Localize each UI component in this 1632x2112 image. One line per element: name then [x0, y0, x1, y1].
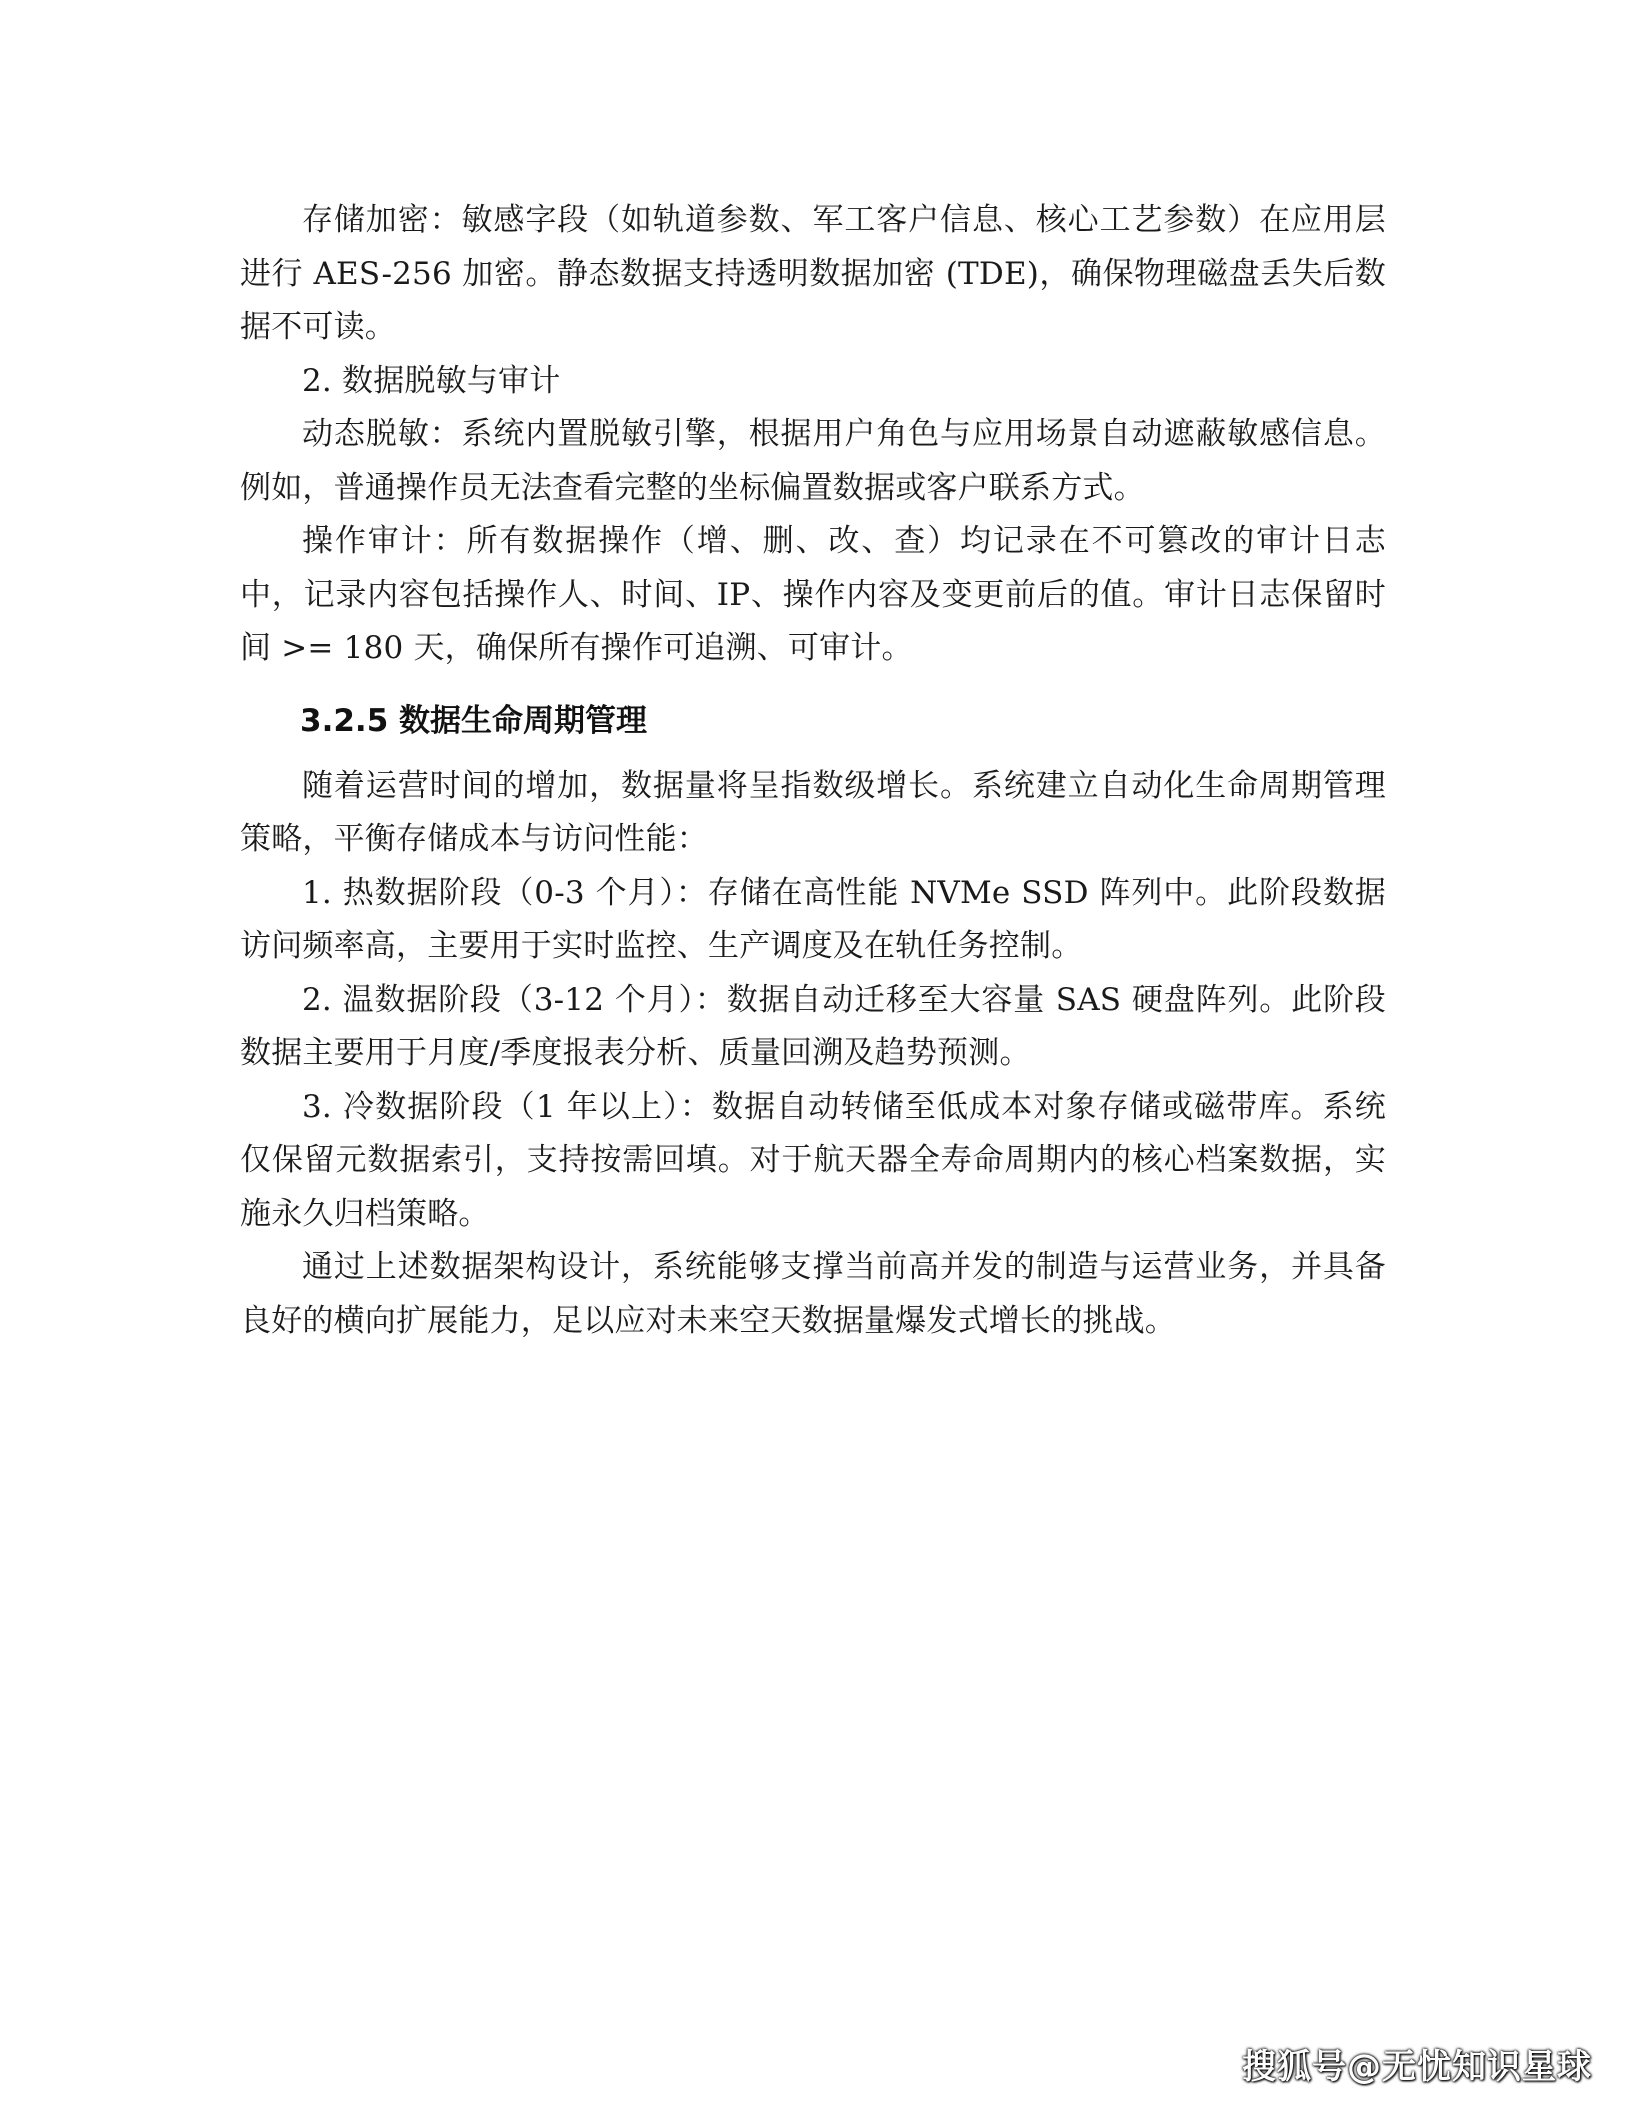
- list-item-warm-data: 2. 温数据阶段（3-12 个月）：数据自动迁移至大容量 SAS 硬盘阵列。此阶段数据主要用于月度/季度报表分析、质量回溯及趋势预测。: [240, 981, 1386, 1071]
- paragraph-conclusion: 通过上述数据架构设计，系统能够支撑当前高并发的制造与运营业务，并具备良好的横向扩展能力，足以应对未来空天数据量爆发式增长的挑战。: [240, 1249, 1386, 1339]
- paragraph-storage-encryption: 存储加密：敏感字段（如轨道参数、军工客户信息、核心工艺参数）在应用层进行 AES-256 加密。静态数据支持透明数据加密 (TDE)，确保物理磁盘丢失后数据不可读。: [240, 202, 1386, 345]
- list-item-data-masking-audit: 2. 数据脱敏与审计: [302, 362, 561, 399]
- paragraph-dynamic-masking: 动态脱敏：系统内置脱敏引擎，根据用户角色与应用场景自动遮蔽敏感信息。例如，普通操作员无法查看完整的坐标偏置数据或客户联系方式。: [240, 416, 1386, 506]
- paragraph-operation-audit: 操作审计：所有数据操作（增、删、改、查）均记录在不可篡改的审计日志中，记录内容包括操作人、时间、IP、操作内容及变更前后的值。审计日志保留时间 >= 180 天，确保所有操作可追溯、可审计。: [240, 523, 1386, 666]
- list-item-hot-data: 1. 热数据阶段（0-3 个月）：存储在高性能 NVMe SSD 阵列中。此阶段数据访问频率高，主要用于实时监控、生产调度及在轨任务控制。: [240, 874, 1386, 964]
- document-page: [240, 194, 1386, 1348]
- watermark: 搜狐号@无忧知识星球: [1242, 2047, 1592, 2087]
- section-heading: 3.2.5 数据生命周期管理: [300, 702, 648, 739]
- paragraph-lifecycle-intro: 随着运营时间的增加，数据量将呈指数级增长。系统建立自动化生命周期管理策略，平衡存储成本与访问性能：: [240, 767, 1386, 857]
- list-item-cold-data: 3. 冷数据阶段（1 年以上）：数据自动转储至低成本对象存储或磁带库。系统仅保留元数据索引，支持按需回填。对于航天器全寿命周期内的核心档案数据，实施永久归档策略。: [240, 1088, 1386, 1232]
